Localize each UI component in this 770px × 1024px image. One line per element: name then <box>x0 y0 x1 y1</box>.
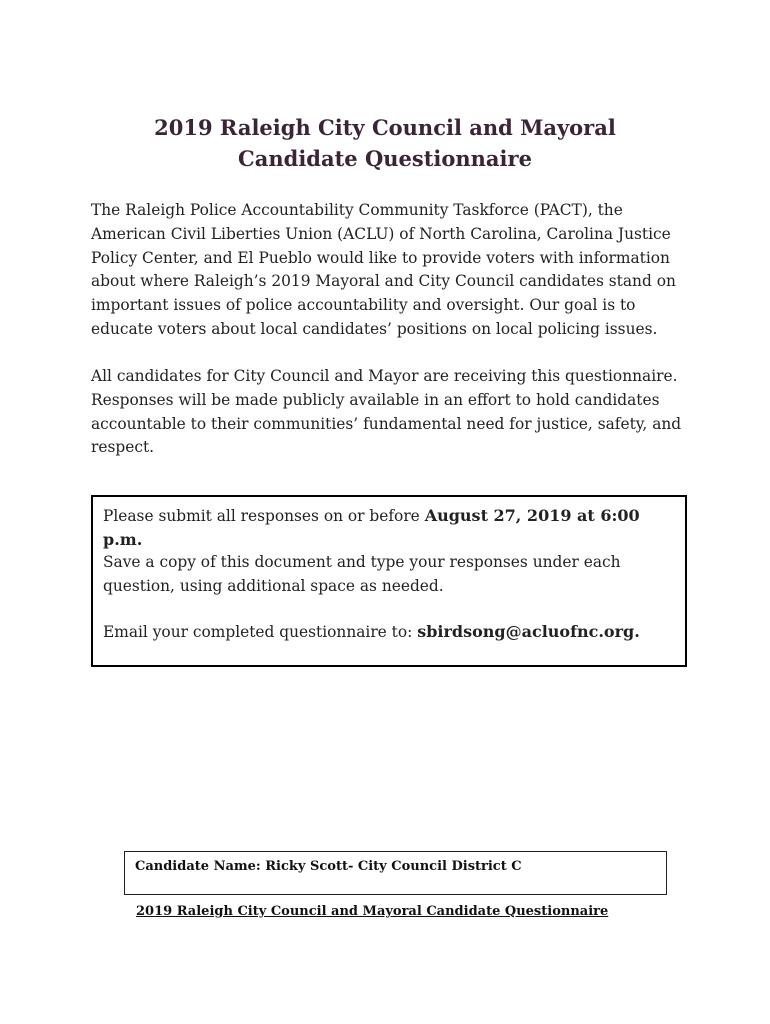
deadline-date: August 27, 2019 at 6:00 p.m. <box>103 506 640 549</box>
page-title <box>0 112 770 174</box>
submission-instructions-box <box>91 495 687 667</box>
deadline-prefix: Please submit all responses on or before <box>103 507 425 525</box>
email-address: sbirdsong@acluofnc.org. <box>417 622 640 641</box>
candidate-name-box: Candidate Name: Ricky Scott- City Council District C <box>124 851 667 895</box>
email-prefix: Email your completed questionnaire to: <box>103 623 418 641</box>
page-title-line-1: 2019 Raleigh City Council and Mayoral <box>154 115 616 140</box>
deadline-line <box>103 504 683 552</box>
intro-paragraph-1: The Raleigh Police Accountability Community Taskforce (PACT), the American Civil Liberties Union (ACLU) of North Carolina, Carolina Justice Policy Center, and El Pueblo would like to provide voters with information about where Raleigh’s 2019 Mayoral and City Council candidates stand on important issues of police accountability and oversight. Our goal is to educate voters about local candidates’ positions on local policing issues. <box>91 201 676 338</box>
footer-running-title: 2019 Raleigh City Council and Mayoral Candidate Questionnaire <box>136 904 609 919</box>
save-instructions: Save a copy of this document and type your responses under each question, using additional space as needed. <box>103 553 621 595</box>
email-line <box>103 620 683 644</box>
intro-paragraph-2: All candidates for City Council and Mayor are receiving this questionnaire. Responses will be made publicly available in an effort to hold candidates accountable to their communities’ fundamental need for justice, safety, and respect. <box>91 367 682 457</box>
page-title-line-2: Candidate Questionnaire <box>238 146 532 171</box>
